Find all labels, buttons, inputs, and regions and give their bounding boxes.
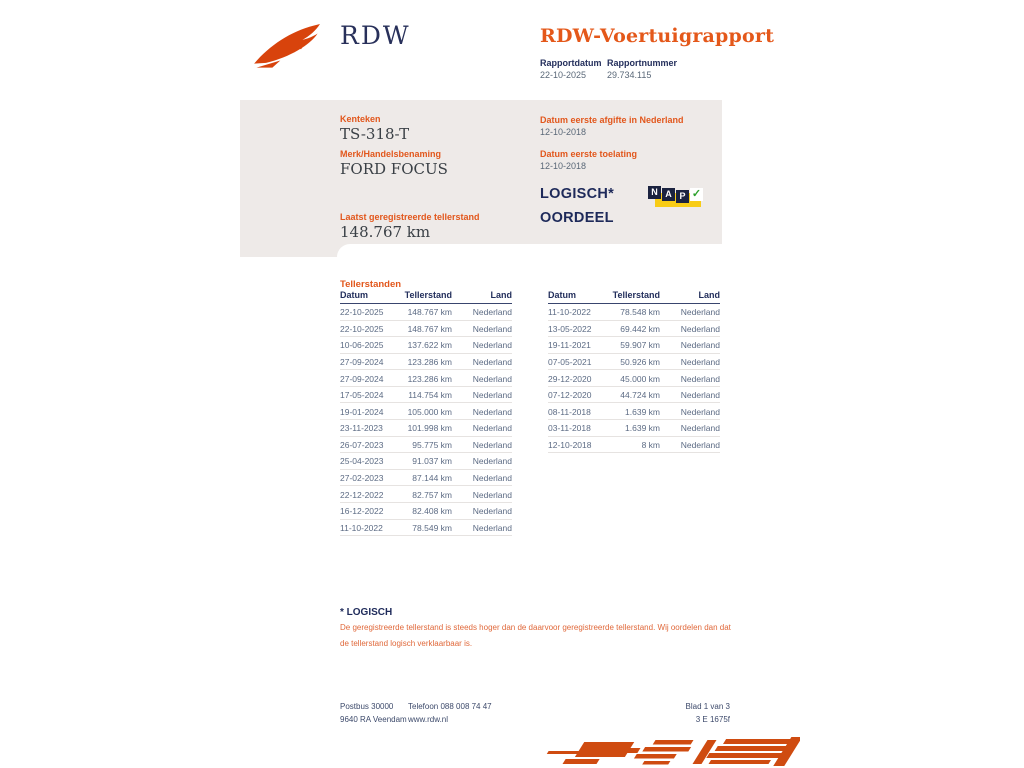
table-row bbox=[340, 519, 512, 536]
cell-datum: 08-11-2018 bbox=[548, 403, 610, 420]
oordeel-line2: OORDEEL bbox=[540, 210, 614, 226]
footer-form-code: 3 E 1675f bbox=[695, 715, 730, 724]
cell-tellerstand: 59.907 km bbox=[610, 337, 660, 354]
toelating-label: Datum eerste toelating bbox=[540, 149, 638, 159]
table-row bbox=[340, 353, 512, 370]
cell-land: Nederland bbox=[660, 436, 720, 453]
table-row bbox=[548, 337, 720, 354]
nap-logo-icon bbox=[648, 184, 706, 210]
table-row bbox=[548, 353, 720, 370]
table-row bbox=[340, 370, 512, 387]
cell-datum: 17-05-2024 bbox=[340, 386, 402, 403]
cell-datum: 27-09-2024 bbox=[340, 370, 402, 387]
cell-tellerstand: 1.639 km bbox=[610, 403, 660, 420]
cell-datum: 11-10-2022 bbox=[548, 304, 610, 321]
cell-tellerstand: 8 km bbox=[610, 436, 660, 453]
cell-tellerstand: 44.724 km bbox=[610, 386, 660, 403]
table-header-row bbox=[548, 290, 720, 304]
cell-datum: 19-01-2024 bbox=[340, 403, 402, 420]
cell-land: Nederland bbox=[452, 353, 512, 370]
nap-letter-a: A bbox=[662, 188, 675, 201]
cell-datum: 13-05-2022 bbox=[548, 320, 610, 337]
cell-tellerstand: 148.767 km bbox=[402, 320, 452, 337]
cell-datum: 26-07-2023 bbox=[340, 436, 402, 453]
cell-land: Nederland bbox=[452, 337, 512, 354]
oordeel-line1: LOGISCH* bbox=[540, 186, 615, 202]
tellerstand-value: 148.767 km bbox=[340, 223, 431, 241]
cell-datum: 03-11-2018 bbox=[548, 420, 610, 437]
cell-land: Nederland bbox=[452, 453, 512, 470]
table-row bbox=[340, 502, 512, 519]
oordeel-text bbox=[540, 185, 614, 227]
kenteken-value: TS-318-T bbox=[340, 125, 410, 143]
cell-land: Nederland bbox=[452, 370, 512, 387]
cell-tellerstand: 78.548 km bbox=[610, 304, 660, 321]
footer-page-number: Blad 1 van 3 bbox=[685, 702, 730, 711]
cell-land: Nederland bbox=[452, 436, 512, 453]
toelating-value: 12-10-2018 bbox=[540, 161, 587, 171]
table-row bbox=[340, 337, 512, 354]
cell-datum: 22-10-2025 bbox=[340, 304, 402, 321]
report-number-value: 29.734.115 bbox=[607, 70, 652, 80]
cell-land: Nederland bbox=[452, 469, 512, 486]
cell-tellerstand: 123.286 km bbox=[402, 370, 452, 387]
panel-notch bbox=[337, 244, 722, 257]
table-row bbox=[340, 469, 512, 486]
table-row bbox=[340, 486, 512, 503]
page-title: RDW-Voertuigrapport bbox=[540, 25, 775, 47]
kenteken-label: Kenteken bbox=[340, 114, 381, 124]
table-row bbox=[340, 453, 512, 470]
tellerstand-label: Laatst geregistreerde tellerstand bbox=[340, 212, 480, 222]
table-row bbox=[340, 386, 512, 403]
col-header-datum: Datum bbox=[340, 290, 402, 304]
report-date-label: Rapportdatum bbox=[540, 58, 602, 68]
cell-datum: 22-10-2025 bbox=[340, 320, 402, 337]
cell-datum: 23-11-2023 bbox=[340, 420, 402, 437]
cell-tellerstand: 105.000 km bbox=[402, 403, 452, 420]
merk-label: Merk/Handelsbenaming bbox=[340, 149, 442, 159]
footer-address-line1: Postbus 30000 bbox=[340, 702, 394, 711]
cell-land: Nederland bbox=[660, 386, 720, 403]
report-date-value: 22-10-2025 bbox=[540, 70, 587, 80]
col-header-land: Land bbox=[660, 290, 720, 304]
table-row bbox=[340, 304, 512, 321]
table-row bbox=[340, 320, 512, 337]
speed-lines-truck-graphic bbox=[540, 736, 800, 768]
cell-land: Nederland bbox=[660, 370, 720, 387]
nap-letter-p: P bbox=[676, 190, 689, 203]
afgifte-label: Datum eerste afgifte in Nederland bbox=[540, 115, 684, 125]
cell-datum: 29-12-2020 bbox=[548, 370, 610, 387]
cell-tellerstand: 91.037 km bbox=[402, 453, 452, 470]
cell-land: Nederland bbox=[452, 304, 512, 321]
logisch-note-body: De geregistreerde tellerstand is steeds hoger dan de daarvoor geregistreerde tellerstand. Wij oordelen dan dat de tellerstand logisch verklaarbaar is. bbox=[340, 623, 731, 648]
cell-land: Nederland bbox=[660, 320, 720, 337]
cell-tellerstand: 137.622 km bbox=[402, 337, 452, 354]
col-header-tellerstand: Tellerstand bbox=[610, 290, 660, 304]
report-number-label: Rapportnummer bbox=[607, 58, 678, 68]
table-row bbox=[340, 403, 512, 420]
cell-tellerstand: 148.767 km bbox=[402, 304, 452, 321]
vehicle-summary-panel bbox=[240, 100, 722, 257]
merk-value: FORD FOCUS bbox=[340, 160, 448, 178]
cell-land: Nederland bbox=[660, 420, 720, 437]
col-header-land: Land bbox=[452, 290, 512, 304]
cell-tellerstand: 82.757 km bbox=[402, 486, 452, 503]
cell-datum: 19-11-2021 bbox=[548, 337, 610, 354]
table-row bbox=[548, 436, 720, 453]
col-header-tellerstand: Tellerstand bbox=[402, 290, 452, 304]
cell-land: Nederland bbox=[452, 403, 512, 420]
odometer-table-right bbox=[548, 290, 720, 453]
cell-land: Nederland bbox=[452, 420, 512, 437]
cell-land: Nederland bbox=[452, 502, 512, 519]
table-header-row bbox=[340, 290, 512, 304]
cell-datum: 22-12-2022 bbox=[340, 486, 402, 503]
cell-tellerstand: 123.286 km bbox=[402, 353, 452, 370]
cell-land: Nederland bbox=[660, 403, 720, 420]
odometer-table-left bbox=[340, 290, 512, 536]
cell-land: Nederland bbox=[452, 386, 512, 403]
cell-land: Nederland bbox=[660, 353, 720, 370]
cell-tellerstand: 69.442 km bbox=[610, 320, 660, 337]
cell-tellerstand: 114.754 km bbox=[402, 386, 452, 403]
table-row bbox=[548, 386, 720, 403]
cell-tellerstand: 78.549 km bbox=[402, 519, 452, 536]
cell-datum: 27-09-2024 bbox=[340, 353, 402, 370]
cell-datum: 07-12-2020 bbox=[548, 386, 610, 403]
cell-tellerstand: 1.639 km bbox=[610, 420, 660, 437]
cell-datum: 25-04-2023 bbox=[340, 453, 402, 470]
cell-land: Nederland bbox=[660, 304, 720, 321]
rdw-wing-logo-icon bbox=[253, 24, 333, 70]
col-header-datum: Datum bbox=[548, 290, 610, 304]
table-row bbox=[548, 320, 720, 337]
table-row bbox=[548, 420, 720, 437]
cell-datum: 10-06-2025 bbox=[340, 337, 402, 354]
cell-datum: 12-10-2018 bbox=[548, 436, 610, 453]
tellerstanden-title: Tellerstanden bbox=[340, 279, 402, 290]
cell-tellerstand: 50.926 km bbox=[610, 353, 660, 370]
cell-land: Nederland bbox=[452, 320, 512, 337]
cell-tellerstand: 101.998 km bbox=[402, 420, 452, 437]
cell-datum: 27-02-2023 bbox=[340, 469, 402, 486]
table-row bbox=[548, 403, 720, 420]
footer-phone: Telefoon 088 008 74 47 bbox=[408, 702, 492, 711]
logisch-note-title: * LOGISCH bbox=[340, 607, 393, 618]
nap-check-icon: ✓ bbox=[691, 188, 702, 200]
cell-datum: 11-10-2022 bbox=[340, 519, 402, 536]
afgifte-value: 12-10-2018 bbox=[540, 127, 587, 137]
cell-tellerstand: 82.408 km bbox=[402, 502, 452, 519]
cell-tellerstand: 95.775 km bbox=[402, 436, 452, 453]
cell-land: Nederland bbox=[452, 486, 512, 503]
cell-datum: 16-12-2022 bbox=[340, 502, 402, 519]
cell-land: Nederland bbox=[660, 337, 720, 354]
table-row bbox=[340, 420, 512, 437]
cell-datum: 07-05-2021 bbox=[548, 353, 610, 370]
rdw-wordmark: RDW bbox=[340, 21, 411, 50]
footer-address-line2: 9640 RA Veendam bbox=[340, 715, 407, 724]
cell-tellerstand: 45.000 km bbox=[610, 370, 660, 387]
footer-website: www.rdw.nl bbox=[408, 715, 449, 724]
nap-letter-n: N bbox=[648, 186, 661, 199]
cell-land: Nederland bbox=[452, 519, 512, 536]
table-row bbox=[340, 436, 512, 453]
table-row bbox=[548, 370, 720, 387]
table-row bbox=[548, 304, 720, 321]
cell-tellerstand: 87.144 km bbox=[402, 469, 452, 486]
